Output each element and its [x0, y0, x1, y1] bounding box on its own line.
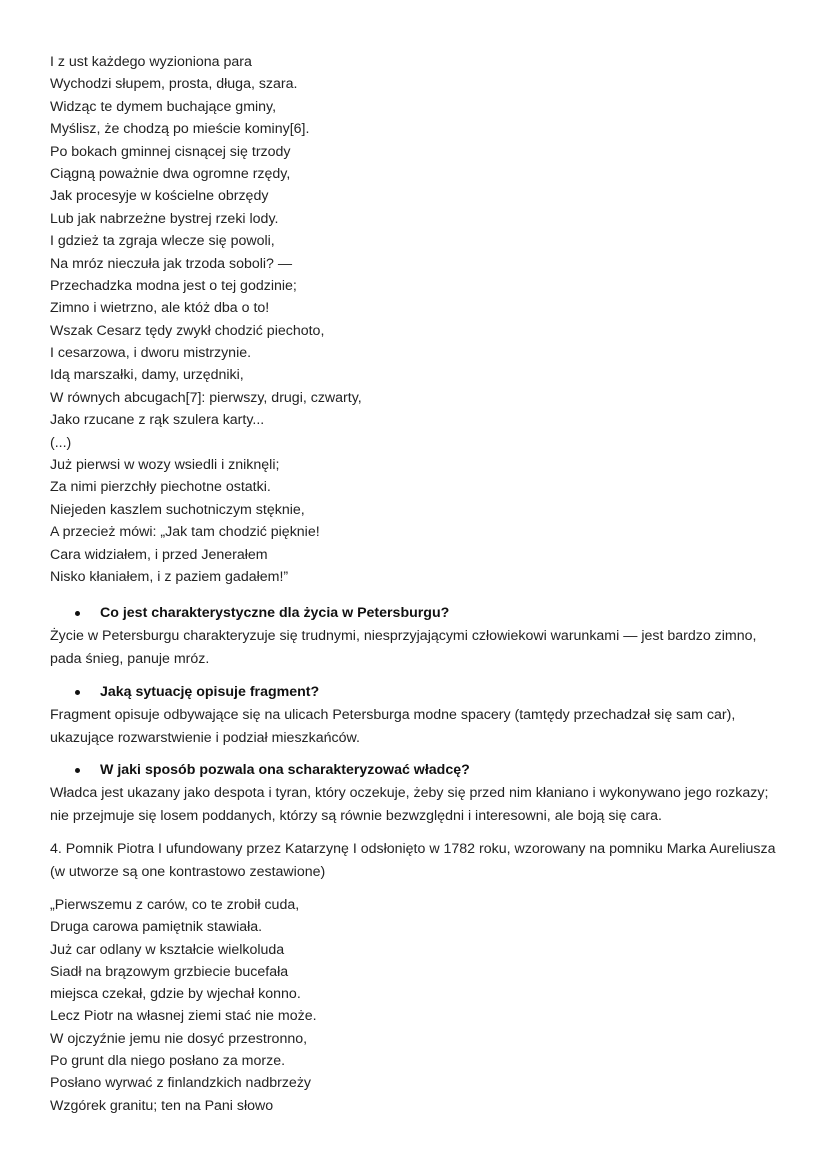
poem-line: Po bokach gminnej cisnącej się trzody	[50, 143, 291, 160]
answer-text: Życie w Petersburgu charakteryzuje się trudnymi, niesprzyjającymi człowiekowi warunkami — jest bardzo zimno, pada śnieg, panuje mróz.	[50, 628, 757, 667]
poem-line: Już pierwsi w wozy wsiedli i zniknęli;	[50, 457, 280, 474]
poem-line: Wszak Cesarz tędy zwykł chodzić piechoto,	[50, 322, 325, 339]
poem-line: W ojczyźnie jemu nie dosyć przestronno,	[50, 1030, 308, 1047]
poem-line: Posłano wyrwać z finlandzkich nadbrzeży	[50, 1075, 312, 1092]
poem-line: Po grunt dla niego posłano za morze.	[50, 1053, 286, 1070]
poem-line: Jako rzucane z rąk szulera karty...	[50, 412, 265, 429]
poem-line: Niejeden kaszlem suchotniczym stęknie,	[50, 501, 305, 518]
poem-line: Przechadzka modna jest o tej godzinie;	[50, 277, 297, 294]
bullet-icon	[75, 768, 80, 773]
poem-line: miejsca czekał, gdzie by wjechał konno.	[50, 986, 301, 1003]
question-heading	[50, 681, 790, 703]
poem-line: I cesarzowa, i dworu mistrzynie.	[50, 345, 252, 362]
poem-fragment-1	[50, 51, 770, 588]
poem-line: A przecież mówi: „Jak tam chodzić pięknie!	[50, 524, 320, 541]
poem-line: Druga carowa pamiętnik stawiała.	[50, 919, 263, 936]
qa-item-3	[50, 759, 790, 827]
poem-line: Wychodzi słupem, prosta, długa, szara.	[50, 76, 298, 93]
poem-line: „Pierwszemu z carów, co te zrobił cuda,	[50, 897, 300, 913]
question-heading	[50, 602, 790, 624]
qa-item-2	[50, 681, 790, 749]
poem-line: Lecz Piotr na własnej ziemi stać nie może.	[50, 1008, 317, 1025]
qa-item-1	[50, 602, 790, 670]
poem-line: Nisko kłaniałem, i z paziem gadałem!”	[50, 568, 289, 585]
poem-line: Myślisz, że chodzą po mieście kominy[6].	[50, 121, 310, 138]
poem-line: Widząc te dymem buchające gminy,	[50, 98, 277, 115]
poem-line: Zimno i wietrzno, ale któż dba o to!	[50, 300, 270, 317]
answer-text: Fragment opisuje odbywające się na ulicach Petersburga modne spacery (tamtędy przechadzał się sam car), ukazujące rozwarstwienie i podział mieszkańców.	[50, 707, 736, 746]
poem-fragment-2	[50, 894, 770, 1117]
bullet-icon	[75, 611, 80, 616]
poem-line: Idą marszałki, damy, urzędniki,	[50, 367, 244, 384]
poem-line: Za nimi pierzchły piechotne ostatki.	[50, 479, 271, 496]
poem-line: (...)	[50, 434, 72, 451]
poem-line: Jak procesyje w kościelne obrzędy	[50, 188, 269, 205]
section-4-paragraph: 4. Pomnik Piotra I ufundowany przez Katarzynę I odsłonięto w 1782 roku, wzorowany na pomniku Marka Aureliusza (w utworze są one kontrastowo zestawione)	[50, 841, 776, 880]
poem-line: Wzgórek granitu; ten na Pani słowo	[50, 1097, 274, 1114]
question-text: Co jest charakterystyczne dla życia w Petersburgu?	[100, 605, 450, 621]
question-text: W jaki sposób pozwala ona scharakteryzować władcę?	[100, 762, 470, 778]
poem-line: W równych abcugach[7]: pierwszy, drugi, czwarty,	[50, 389, 362, 406]
poem-line: Cara widziałem, i przed Jenerałem	[50, 546, 268, 563]
poem-line: Ciągną poważnie dwa ogromne rzędy,	[50, 165, 291, 182]
poem-line: I z ust każdego wyzioniona para	[50, 54, 252, 70]
question-heading	[50, 759, 790, 781]
poem-line: I gdzież ta zgraja wlecze się powoli,	[50, 233, 275, 250]
question-text: Jaką sytuację opisuje fragment?	[100, 684, 320, 700]
poem-line: Już car odlany w kształcie wielkoluda	[50, 941, 285, 958]
poem-line: Siadł na brązowym grzbiecie bucefała	[50, 963, 289, 980]
answer-text: Władca jest ukazany jako despota i tyran, który oczekuje, żeby się przed nim kłaniano i wykonywano jego rozkazy; nie przejmuje się losem poddanych, którzy są równie bezwzględni i interesowni, ale boją się cara.	[50, 785, 769, 824]
poem-line: Na mróz nieczuła jak trzoda soboli? —	[50, 255, 293, 272]
bullet-icon	[75, 690, 80, 695]
poem-line: Lub jak nabrzeżne bystrej rzeki lody.	[50, 210, 279, 227]
